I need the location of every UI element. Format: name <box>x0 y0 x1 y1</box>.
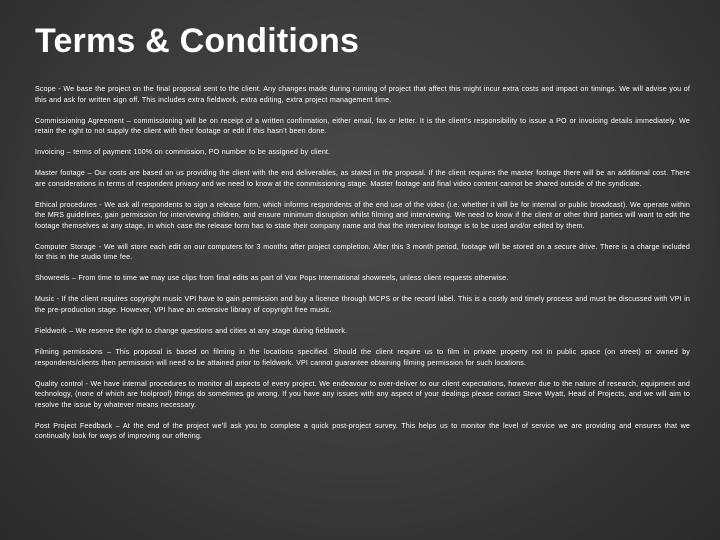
paragraph-music: Music - If the client requires copyright music VPI have to gain permission and buy a licence through MCPS or the record label. This is a costly and timely process and must be discussed with VPI in the pre-production stage. However, VPI have an extensive library of copyright free music. <box>35 295 690 315</box>
paragraph-invoicing: Invoicing – terms of payment 100% on commission, PO number to be assigned by client. <box>35 148 331 157</box>
paragraph-post-project-feedback: Post Project Feedback – At the end of the project we’ll ask you to complete a quick post-project survey. This helps us to monitor the level of service we are providing and ensures that we continually look for ways of improving our offering. <box>35 421 690 441</box>
paragraph-ethical-procedures: Ethical procedures - We ask all respondents to sign a release form, which informs respondents of the end use of the video (i.e. whether it will be for internal or public broadcast). We operate within the MRS guidelines, gain permission for interviewing children, and ensure minimum disruption whilst filming and interviewing. We need to know if the client or other third parties will want to edit the footage themselves at any stage, in which case the release form has to state their company name and that the interview footage is to be used and/or edited by them. <box>35 200 690 230</box>
paragraph-showreels: Showreels – From time to time we may use clips from final edits as part of Vox Pops International showreels, unless client requests otherwise. <box>35 274 509 283</box>
paragraph-fieldwork: Fieldwork – We reserve the right to change questions and cities at any stage during fieldwork. <box>35 327 348 336</box>
paragraph-scope: Scope - We base the project on the final proposal sent to the client. Any changes made during running of project that affect this might incur extra costs and impact on timings. We will advise you of this and ask for written sign off. This includes extra fieldwork, extra editing, extra project management time. <box>35 85 690 104</box>
paragraph-commissioning: Commissioning Agreement – commissioning will be on receipt of a written confirmation, either email, fax or letter. It is the client’s responsibility to issue a PO or invoicing details immediately. We retain the right to not supply the client with their footage or edit if this hasn’t been done. <box>35 116 690 136</box>
page-title: Terms & Conditions <box>35 22 360 60</box>
paragraph-filming-permissions: Filming permissions – This proposal is based on filming in the locations specified. Should the client require us to film in private property not in public space (on street) or owned by respondents/clients then permission will need to be attained prior to fieldwork. VPI cannot guarantee obtaining filming permission for such locations. <box>35 348 690 367</box>
paragraph-quality-control: Quality control - We have internal procedures to monitor all aspects of every project. We endeavour to over-deliver to our client expectations, however due to the nature of research, equipment and technology, (none of which are foolproof) things do sometimes go wrong. If you have any issues with any aspect of your dealings please contact Steve Wyatt, Head of Projects, and we will aim to resolve the issue by whatever means necessary. <box>35 379 690 409</box>
terms-body <box>35 84 690 452</box>
paragraph-computer-storage: Computer Storage - We will store each edit on our computers for 3 months after project completion. After this 3 month period, footage will be stored on a secure drive. There is a charge included for this in the studio time fee. <box>35 242 690 262</box>
paragraph-master-footage: Master footage – Our costs are based on us providing the client with the end deliverables, as stated in the proposal. If the client requires the master footage there will be an additional cost. There are considerations in terms of respondent privacy and we need to know at the commissioning stage. Master footage and final video content cannot be shared outside of the syndicate. <box>35 169 690 188</box>
